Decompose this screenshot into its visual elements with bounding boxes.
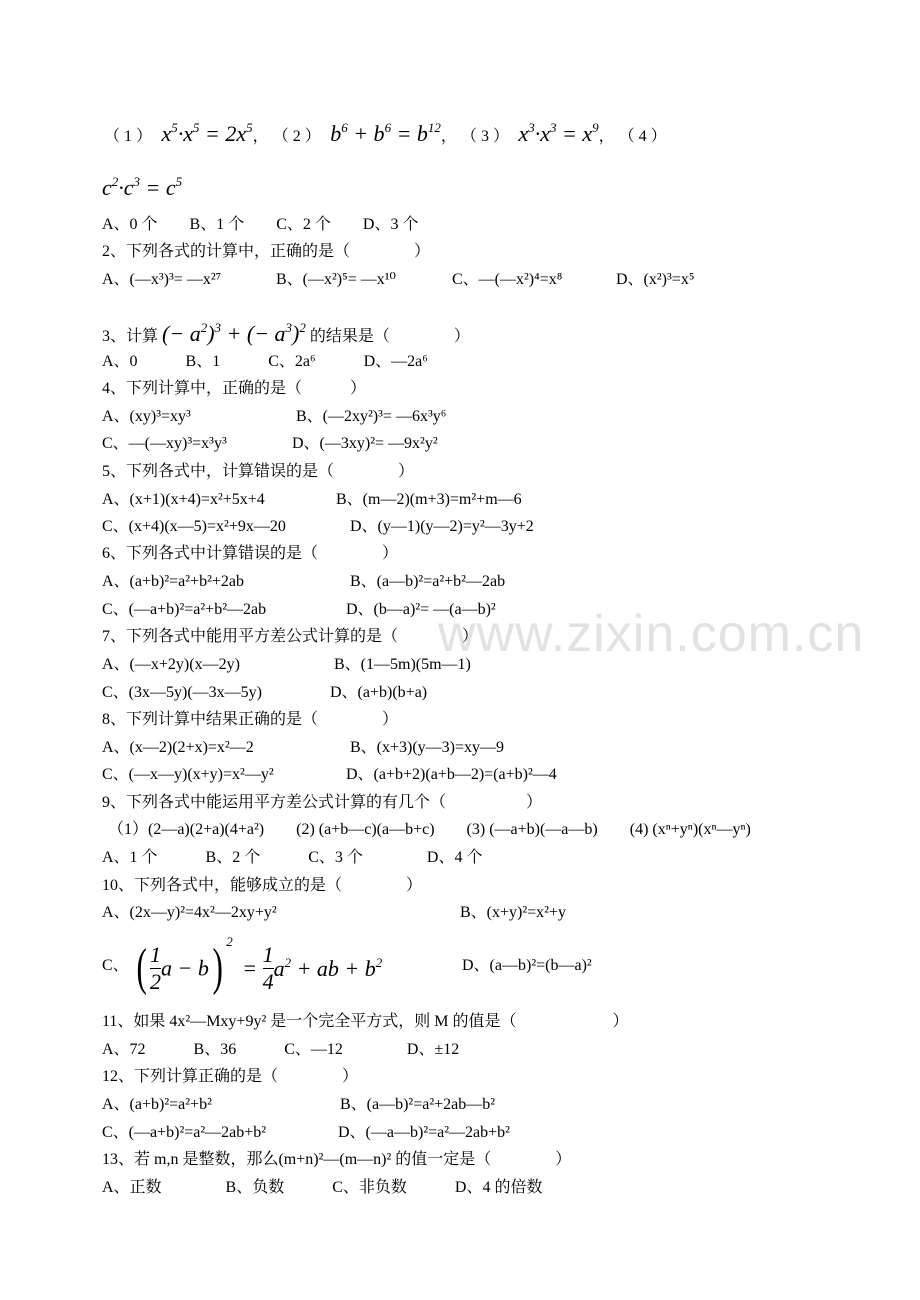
- q12-option-a: A、(a+b)²=a²+b²: [102, 1096, 212, 1113]
- q2-stem: 2、下列各式的计算中，正确的是（ ）: [102, 243, 431, 260]
- q13-stem: 13、若 m,n 是整数，那么(m+n)²—(m—n)² 的值一定是（ ）: [102, 1151, 572, 1168]
- q8-option-c: C、(—x—y)(x+y)=x²—y²: [102, 766, 274, 783]
- q8-options-row2: [102, 765, 557, 785]
- q10-option-b: B、(x+y)²=x²+y: [460, 904, 566, 921]
- q6-option-b: B、(a—b)²=a²+b²—2ab: [350, 573, 506, 590]
- q12-options-row2: [102, 1123, 510, 1143]
- q7-option-b: B、(1—5m)(5m—1): [334, 656, 471, 673]
- q3-stem: [102, 310, 470, 346]
- comma: ，: [440, 128, 457, 145]
- q13-options: A、正数 B、负数 C、非负数 D、4 的倍数: [102, 1179, 543, 1196]
- q1-options: A、0 个 B、1 个 C、2 个 D、3 个: [102, 216, 419, 233]
- q4-option-a: A、(xy)³=xy³: [102, 408, 191, 425]
- q1-statement-4: [102, 172, 182, 201]
- q12-option-b: B、(a—b)²=a²+2ab—b²: [340, 1096, 496, 1113]
- q1-label-4: （ 4 ）: [618, 128, 667, 145]
- q12-stem: 12、下列计算正确的是（ ）: [102, 1068, 359, 1085]
- q7-option-d: D、(a+b)(b+a): [330, 684, 428, 701]
- q10-option-a: A、(2x—y)²=4x²—2xy+y²: [102, 904, 277, 921]
- q7-stem: 7、下列各式中能用平方差公式计算的是（ ）: [102, 628, 479, 645]
- q1-label-3: （ 3 ）: [460, 128, 509, 145]
- right-paren: ): [212, 939, 223, 997]
- q5-option-d: D、(y—1)(y—2)=y²—3y+2: [350, 518, 534, 535]
- q6-options-row1: [102, 572, 506, 592]
- q6-option-a: A、(a+b)²=a²+b²+2ab: [102, 573, 245, 590]
- q11-options: A、72 B、36 C、—12 D、±12: [102, 1041, 460, 1058]
- q6-option-d: D、(b—a)²= —(a—b)²: [346, 601, 496, 618]
- q1-label-2: （ 2 ）: [272, 128, 321, 145]
- q10-option-c-expression: ( $\frac{1}{2}$ a − b) $^2$ = $\frac{1}{4}$ $a^2$ + ab + $b^2$: [136, 934, 383, 997]
- q8-option-d: D、(a+b+2)(a+b—2)=(a+b)²—4: [346, 766, 557, 783]
- q4-options-row1: [102, 407, 447, 427]
- q6-option-c: C、(—a+b)²=a²+b²—2ab: [102, 601, 267, 618]
- q2-options: [102, 270, 695, 290]
- q2-option-b: B、(—x²)⁵= —x¹⁰: [276, 271, 396, 288]
- q12-option-c: C、(—a+b)²=a²—2ab+b²: [102, 1124, 267, 1141]
- q7-options-row1: [102, 655, 471, 675]
- q1-expr-1: $x^5\cdot x^5 = 2x^5$: [156, 120, 253, 146]
- q10-options-row2: [102, 930, 592, 1002]
- q11-stem: 11、如果 4x²—Mxy+9y² 是一个完全平方式，则 M 的值是（ ）: [102, 1013, 629, 1030]
- comma: ，: [598, 128, 615, 145]
- q7-options-row2: [102, 683, 428, 703]
- q9-options: A、1 个 B、2 个 C、3 个 D、4 个: [102, 849, 483, 866]
- q1-statements-line: [104, 118, 667, 147]
- q12-options-row1: [102, 1095, 496, 1115]
- comma: ，: [252, 128, 269, 145]
- q7-option-c: C、(3x—5y)(—3x—5y): [102, 684, 262, 701]
- q3-label: 3、计算: [102, 328, 159, 345]
- q3-tail: 的结果是（ ）: [309, 328, 470, 345]
- q6-options-row2: [102, 600, 496, 620]
- q2-option-d: D、(x²)³=x⁵: [616, 271, 695, 288]
- q9-stem: 9、下列各式中能运用平方差公式计算的有几个（ ）: [102, 794, 543, 811]
- q5-option-b: B、(m—2)(m+3)=m²+m—6: [336, 491, 522, 508]
- q12-option-d: D、(—a—b)²=a²—2ab+b²: [338, 1124, 510, 1141]
- q3-expression: (− $a^2)^3$ + (− $a^3)^2$: [162, 320, 306, 346]
- q2-option-a: A、(—x³)³= —x²⁷: [102, 271, 222, 288]
- q5-options-row1: [102, 490, 522, 510]
- q2-option-c: C、—(—x²)⁴=x⁸: [452, 271, 563, 288]
- q8-stem: 8、下列计算中结果正确的是（ ）: [102, 711, 399, 728]
- q7-option-a: A、(—x+2y)(x—2y): [102, 656, 240, 673]
- q10-option-d: D、(a—b)²=(b—a)²: [462, 957, 592, 974]
- q8-options-row1: [102, 738, 505, 758]
- q1-label-1: （ 1 ）: [104, 128, 153, 145]
- q4-option-c: C、—(—xy)³=x³y³: [102, 435, 227, 452]
- q8-option-a: A、(x—2)(2+x)=x²—2: [102, 739, 254, 756]
- watermark: www.zixin.com.cn: [438, 605, 865, 663]
- q1-expr-4: $c^2\cdot c^3 = c^5$: [102, 174, 183, 200]
- q10-option-c-label: C、: [102, 957, 129, 974]
- q4-option-b: B、(—2xy²)³= —6x³y⁶: [296, 408, 447, 425]
- q5-options-row2: [102, 517, 534, 537]
- q9-items: （1）(2—a)(2+a)(4+a²) (2) (a+b—c)(a—b+c) (3) (—a+b)(—a—b) (4) (xⁿ+yⁿ)(xⁿ—yⁿ): [108, 821, 751, 838]
- q5-option-a: A、(x+1)(x+4)=x²+5x+4: [102, 491, 265, 508]
- q3-options: A、0 B、1 C、2a⁶ D、—2a⁶: [102, 353, 428, 370]
- q4-option-d: D、(—3xy)²= —9x²y²: [292, 435, 438, 452]
- q10-stem: 10、下列各式中，能够成立的是（ ）: [102, 877, 423, 894]
- left-paren: (: [136, 939, 147, 997]
- q10-options-row1: [102, 903, 566, 923]
- q4-options-row2: [102, 434, 438, 454]
- fraction-half: $\frac{1}{2}$: [150, 941, 162, 994]
- q5-stem: 5、下列各式中，计算错误的是（ ）: [102, 463, 415, 480]
- fraction-quarter: $\frac{1}{4}$: [262, 941, 274, 994]
- q8-option-b: B、(x+3)(y—3)=xy—9: [350, 739, 505, 756]
- q6-stem: 6、下列各式中计算错误的是（ ）: [102, 545, 399, 562]
- q1-expr-3: $x^3\cdot x^3 = x^9$: [512, 120, 599, 146]
- q1-expr-2: $b^6 + b^6 = b^{12}$: [324, 120, 441, 146]
- q5-option-c: C、(x+4)(x—5)=x²+9x—20: [102, 518, 286, 535]
- q4-stem: 4、下列计算中，正确的是（ ）: [102, 380, 367, 397]
